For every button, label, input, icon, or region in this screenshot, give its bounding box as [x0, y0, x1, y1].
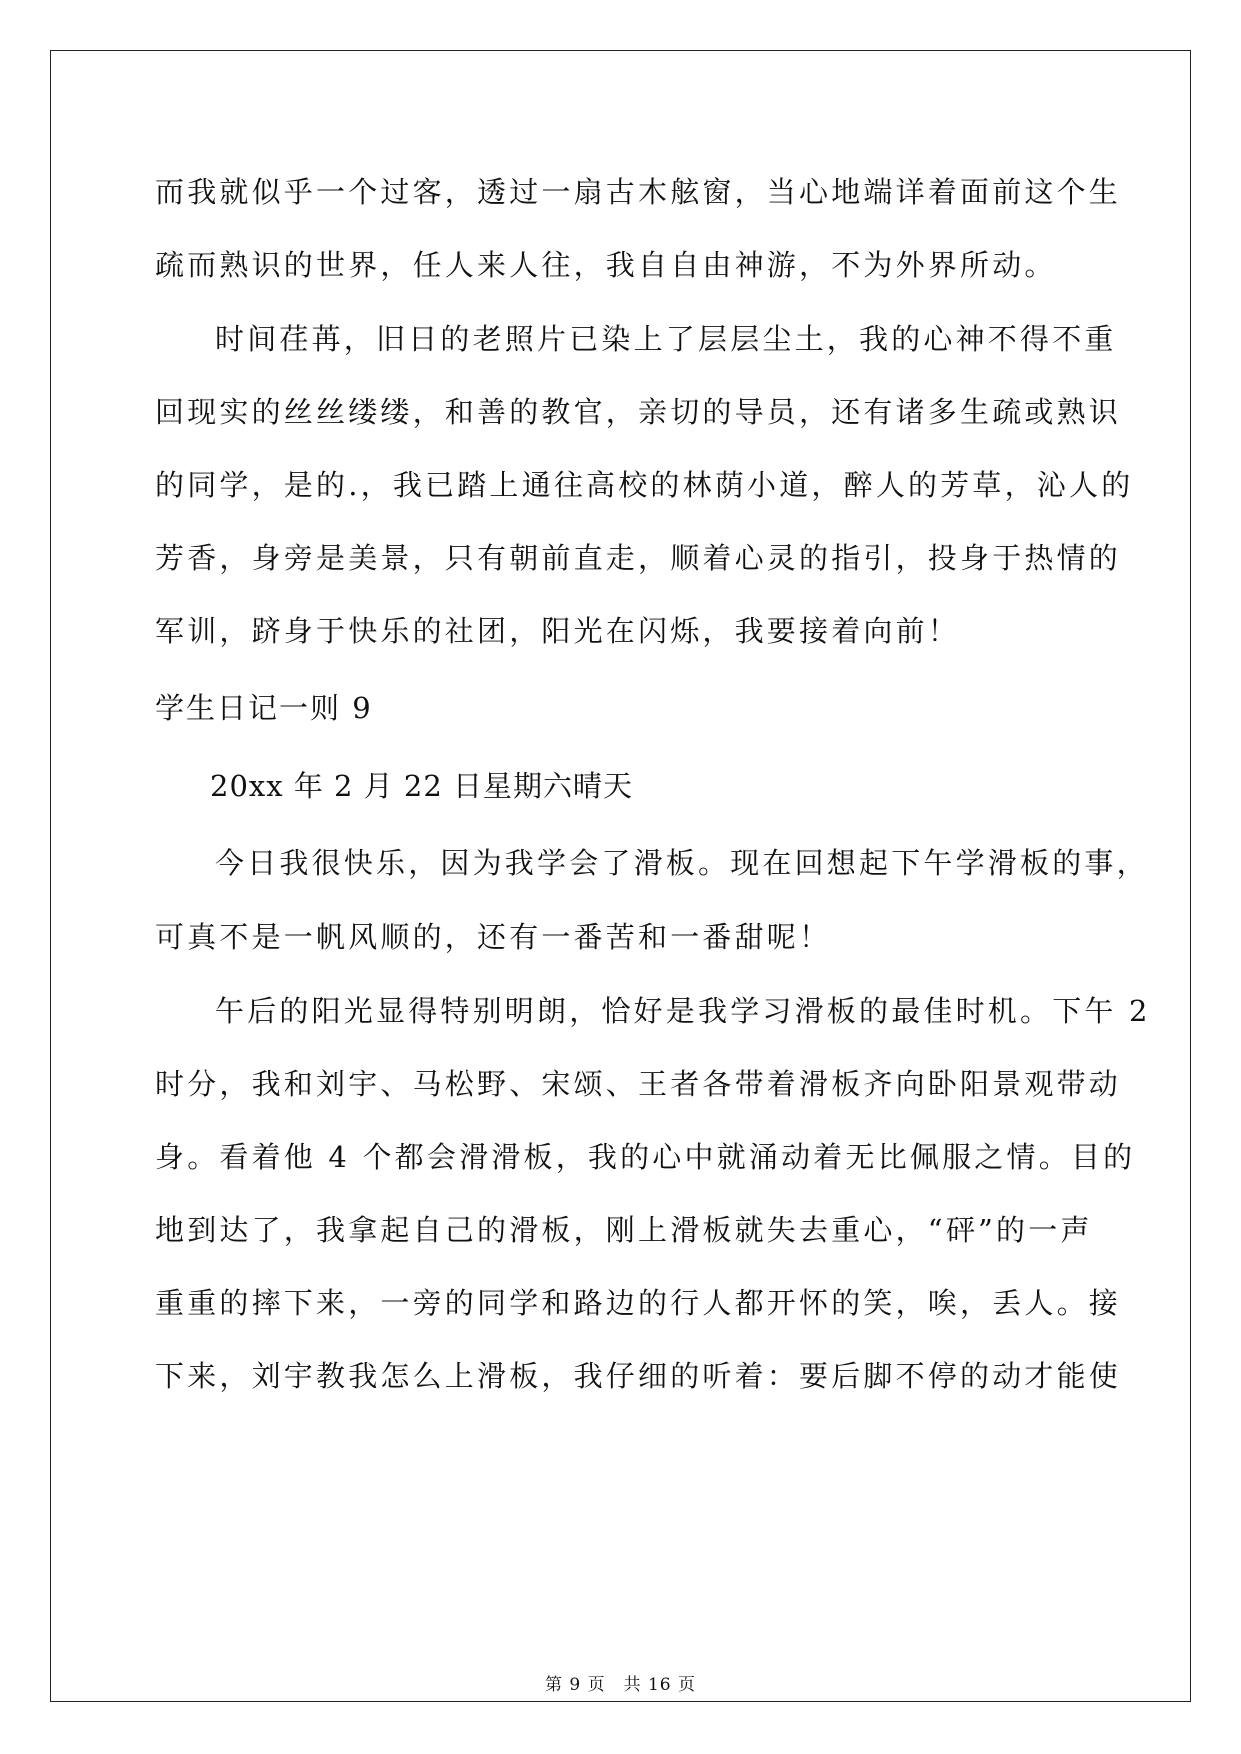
text-line: 可真不是一帆风顺的，还有一番苦和一番甜呢！	[155, 920, 832, 954]
text-line: 下来，刘宇教我怎么上滑板，我仔细的听着：要后脚不停的动才能使	[155, 1359, 1122, 1393]
text-line: 时间荏苒，旧日的老照片已染上了层层尘土，我的心神不得不重	[215, 322, 1117, 356]
text-line: 身。看着他 4 个都会滑滑板，我的心中就涌动着无比佩服之情。目的	[155, 1140, 1136, 1174]
text-line: 时分，我和刘宇、马松野、宋颂、王者各带着滑板齐向卧阳景观带动	[155, 1067, 1122, 1101]
text-line: 今日我很快乐，因为我学会了滑板。现在回想起下午学滑板的事，	[215, 846, 1149, 880]
text-line: 而我就似乎一个过客，透过一扇古木舷窗，当心地端详着面前这个生	[155, 175, 1122, 209]
text-line: 重重的摔下来，一旁的同学和路边的行人都开怀的笑，唉，丢人。接	[155, 1286, 1122, 1320]
text-line: 芳香，身旁是美景，只有朝前直走，顺着心灵的指引，投身于热情的	[155, 541, 1122, 575]
text-line: 回现实的丝丝缕缕，和善的教官，亲切的导员，还有诸多生疏或熟识	[155, 395, 1122, 429]
text-line: 军训，跻身于快乐的社团，阳光在闪烁，我要接着向前！	[155, 614, 961, 648]
section-heading: 学生日记一则 9	[155, 691, 373, 725]
text-line: 的同学，是的.，我已踏上通往高校的林荫小道，醉人的芳草，沁人的	[155, 468, 1134, 502]
page-footer: 第 9 页 共 16 页	[544, 1675, 697, 1695]
date-line: 20xx 年 2 月 22 日星期六晴天	[210, 769, 634, 803]
text-line: 午后的阳光显得特别明朗，恰好是我学习滑板的最佳时机。下午 2	[215, 994, 1151, 1028]
text-line: 疏而熟识的世界，任人来人往，我自自由神游，不为外界所动。	[155, 248, 1057, 282]
text-line: 地到达了，我拿起自己的滑板，刚上滑板就失去重心，“砰”的一声	[155, 1213, 1093, 1247]
